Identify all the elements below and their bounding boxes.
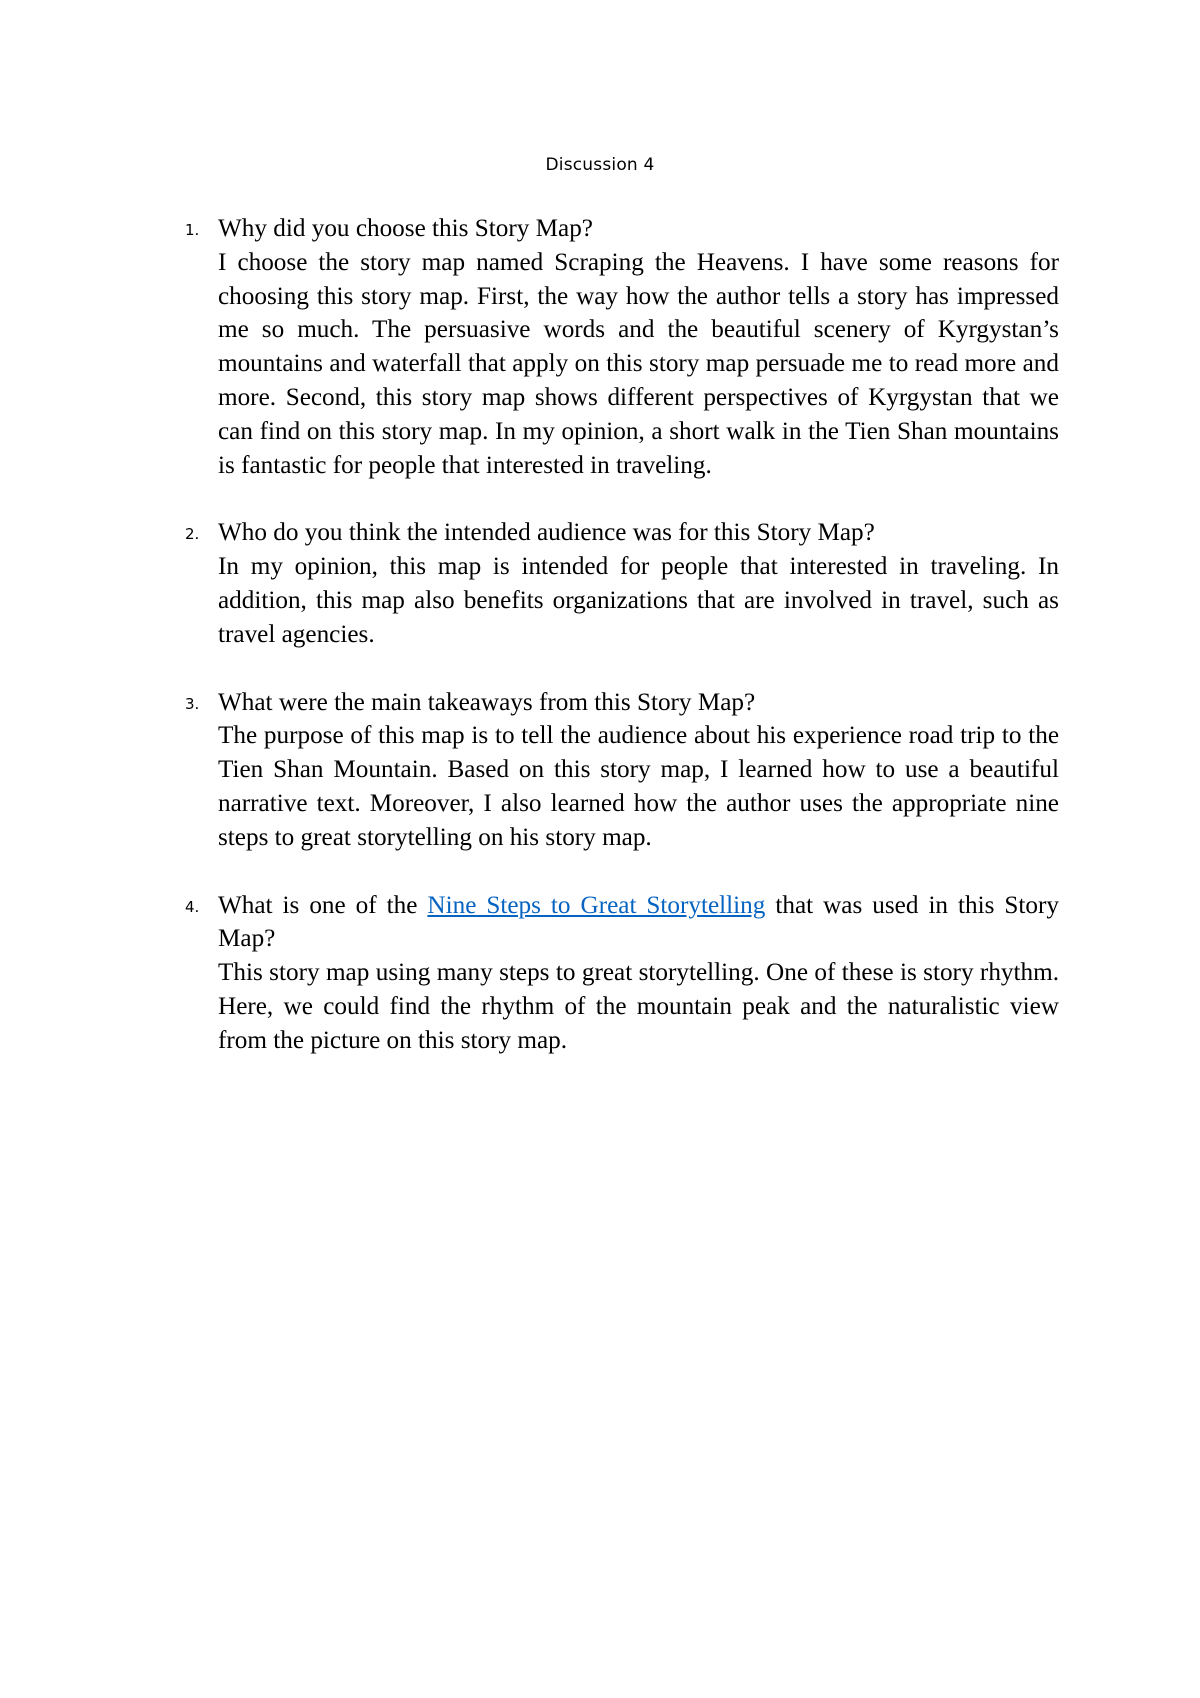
list-item xyxy=(185,516,1059,651)
question-text: What were the main takeaways from this Story Map? xyxy=(218,688,756,716)
answer-text: I choose the story map named Scraping the Heavens. I have some reasons for choosing this story map. First, the way how the author tells a story has impressed me so much. The persuasive words and the beautiful scenery of Kyrgystan’s mountains and waterfall that apply on this story map persuade me to read more and more. Second, this story map shows different perspectives of Kyrgystan that we can find on this story map. In my opinion, a short walk in the Tien Shan mountains is fantastic for people that interested in traveling. xyxy=(218,248,1059,479)
list-item xyxy=(185,889,1059,1058)
list-item xyxy=(185,686,1059,855)
question-text: Why did you choose this Story Map? xyxy=(218,215,593,242)
answer-text: The purpose of this map is to tell the audience about his experience road trip to the Tien Shan Mountain. Based on this story map, I learned how to use a beautiful narrative text. Moreover, I also learned how the author uses the appropriate nine steps to great storytelling on his story map. xyxy=(218,722,1059,851)
question-list xyxy=(185,212,1059,1092)
answer-text: In my opinion, this map is intended for people that interested in traveling. In addition, this map also benefits organizations that are involved in travel, such as travel agencies. xyxy=(218,553,1059,648)
question-text xyxy=(218,889,1059,957)
question-text: Who do you think the intended audience was for this Story Map? xyxy=(218,519,875,547)
answer-text: This story map using many steps to great storytelling. One of these is story rhythm. Here, we could find the rhythm of the mountain peak and the naturalistic view from the picture on this story map. xyxy=(218,959,1059,1054)
item-number: 4. xyxy=(185,897,200,916)
question-text-after: that was used in this Story Map? xyxy=(218,891,1059,953)
question-text-before: What is one of the xyxy=(218,891,428,919)
item-number: 2. xyxy=(185,525,200,544)
nine-steps-link[interactable]: Nine Steps to Great Storytelling xyxy=(427,891,766,919)
item-number: 3. xyxy=(185,694,200,713)
list-item xyxy=(185,212,1059,482)
document-title: Discussion 4 xyxy=(545,155,655,175)
item-number: 1. xyxy=(185,221,200,239)
